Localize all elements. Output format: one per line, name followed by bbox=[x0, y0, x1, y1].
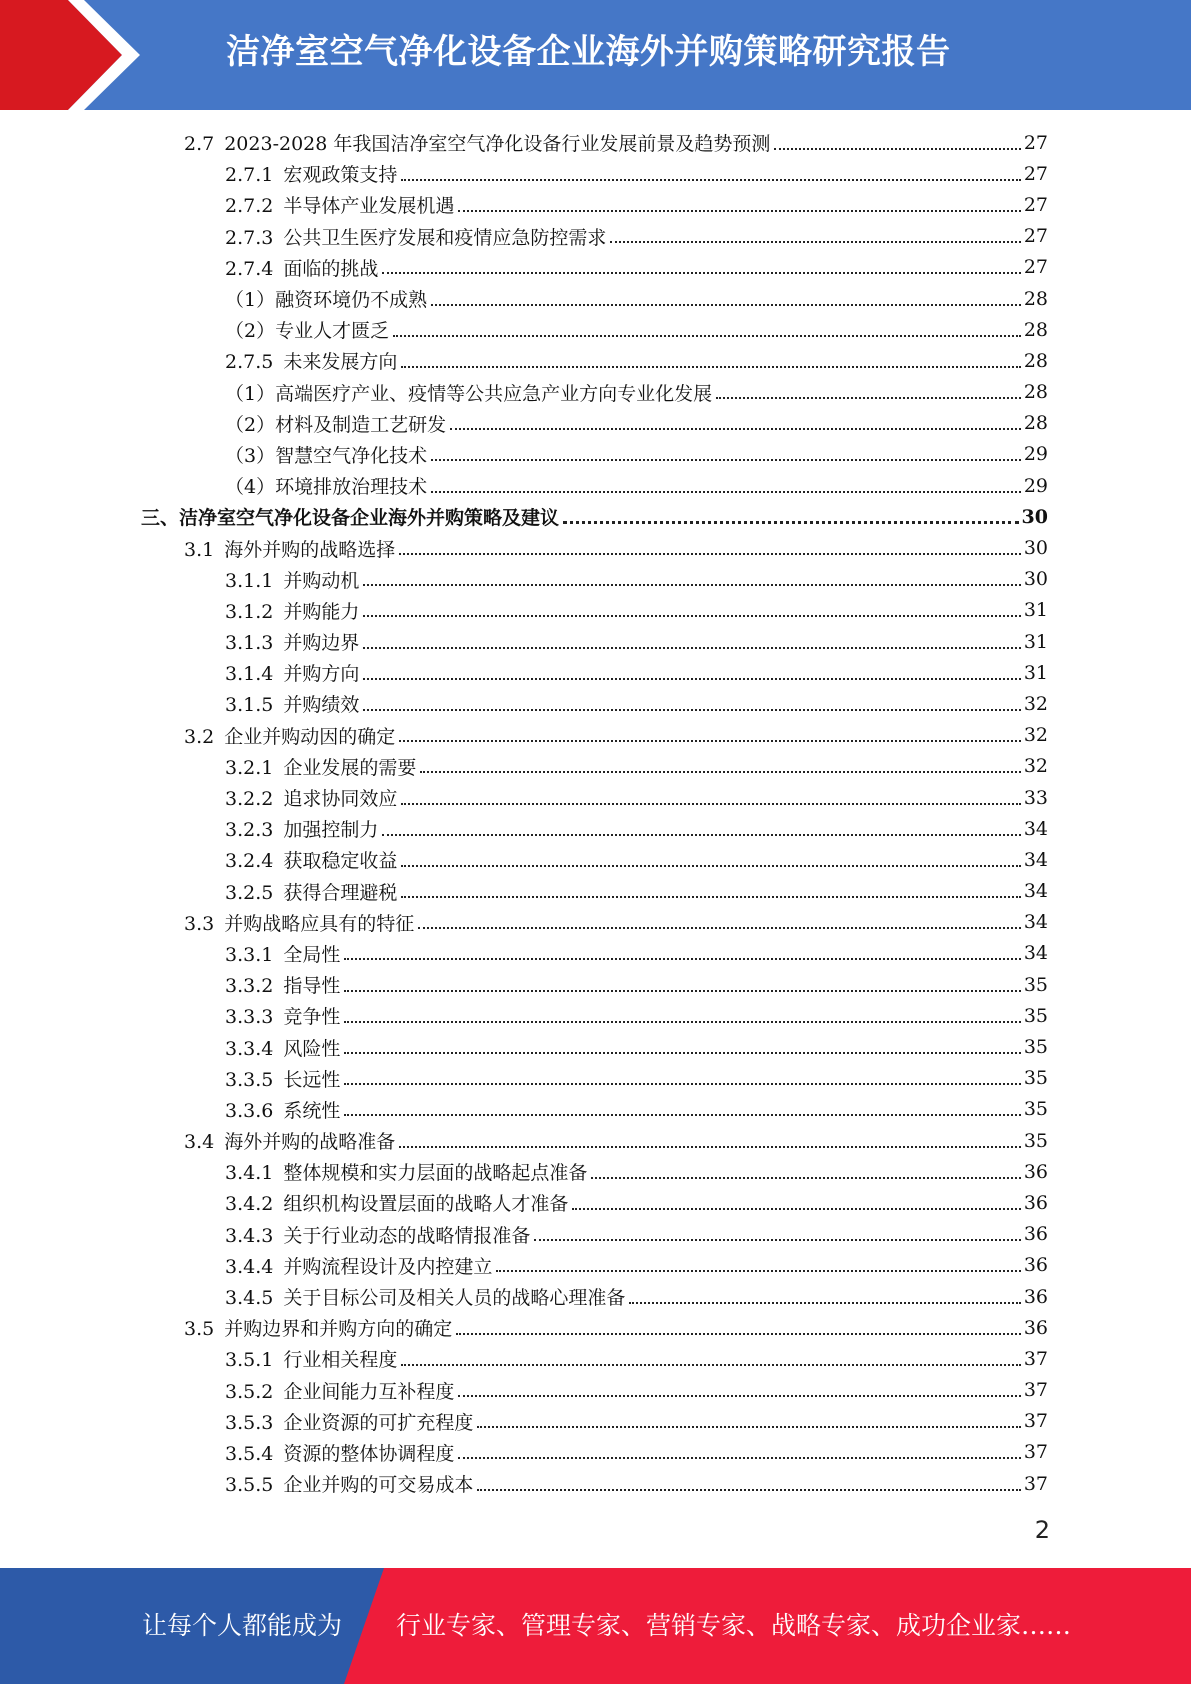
toc-entry-label bbox=[225, 1221, 530, 1248]
toc-entry-label bbox=[184, 535, 395, 562]
toc-entry-number: 3.2.1 bbox=[225, 756, 274, 779]
report-header bbox=[0, 0, 1191, 110]
toc-page-number: 27 bbox=[1023, 256, 1048, 279]
toc-entry-label bbox=[225, 784, 397, 811]
toc-entry[interactable] bbox=[0, 1312, 1048, 1343]
toc-page-number: 37 bbox=[1023, 1379, 1048, 1402]
toc-dot-leader bbox=[344, 990, 1020, 992]
toc-entry-number: 3.2.3 bbox=[225, 819, 274, 842]
toc-page-number: 27 bbox=[1023, 131, 1048, 154]
toc-entry-label bbox=[225, 1034, 340, 1061]
toc-entry-title: 企业资源的可扩充程度 bbox=[283, 1411, 474, 1434]
toc-entry-number: 2.7.2 bbox=[225, 195, 274, 218]
toc-entry-number: 3.3.3 bbox=[225, 1006, 274, 1029]
toc-entry-number: 3.3.6 bbox=[225, 1099, 274, 1122]
toc-entry-label bbox=[225, 1096, 340, 1123]
toc-page-number: 31 bbox=[1023, 630, 1048, 653]
toc-entry-title: 行业相关程度 bbox=[283, 1349, 398, 1372]
toc-dot-leader bbox=[458, 210, 1020, 212]
toc-entry-label bbox=[225, 285, 427, 312]
toc-entry-title: 专业人才匮乏 bbox=[275, 320, 390, 343]
toc-entry[interactable] bbox=[0, 189, 1048, 220]
toc-entry[interactable] bbox=[0, 1406, 1048, 1437]
toc-entry-title: 企业发展的需要 bbox=[283, 756, 417, 779]
toc-entry-label bbox=[225, 753, 416, 780]
toc-dot-leader bbox=[458, 1457, 1020, 1459]
toc-dot-leader bbox=[363, 584, 1020, 586]
report-title: 洁净室空气净化设备企业海外并购策略研究报告 bbox=[226, 32, 951, 72]
toc-entry-number: 3.5.2 bbox=[225, 1380, 274, 1403]
toc-dot-leader bbox=[420, 771, 1020, 773]
toc-entry-title: 并购边界 bbox=[283, 632, 360, 655]
toc-entry[interactable] bbox=[0, 314, 1048, 345]
toc-page-number: 35 bbox=[1023, 1098, 1048, 1121]
toc-dot-leader bbox=[431, 459, 1021, 461]
toc-entry[interactable] bbox=[0, 813, 1048, 844]
toc-entry-label bbox=[225, 597, 359, 624]
toc-entry[interactable] bbox=[0, 377, 1048, 408]
toc-dot-leader bbox=[363, 647, 1020, 649]
toc-entry-label bbox=[225, 472, 427, 499]
toc-page-number: 36 bbox=[1023, 1285, 1048, 1308]
toc-page-number: 36 bbox=[1023, 1160, 1048, 1183]
toc-entry-label bbox=[225, 1002, 340, 1029]
toc-page-number: 29 bbox=[1023, 474, 1048, 497]
toc-dot-leader bbox=[363, 615, 1020, 617]
toc-entry-label bbox=[225, 1408, 473, 1435]
toc-page-number: 34 bbox=[1023, 942, 1048, 965]
toc-entry[interactable] bbox=[0, 127, 1048, 158]
toc-dot-leader bbox=[399, 553, 1021, 555]
toc-entry-number: 3.2.4 bbox=[225, 850, 274, 873]
toc-entry[interactable] bbox=[0, 969, 1048, 1000]
toc-entry[interactable] bbox=[0, 844, 1048, 875]
toc-dot-leader bbox=[496, 1270, 1020, 1272]
toc-entry-label bbox=[184, 722, 395, 749]
toc-entry-label bbox=[225, 566, 359, 593]
toc-dot-leader bbox=[401, 1364, 1020, 1366]
toc-dot-leader bbox=[399, 740, 1021, 742]
toc-dot-leader bbox=[363, 709, 1020, 711]
toc-entry-number: 3.5.3 bbox=[225, 1411, 274, 1434]
toc-page-number: 33 bbox=[1023, 786, 1048, 809]
toc-entry-title: 全局性 bbox=[283, 943, 341, 966]
toc-entry[interactable] bbox=[0, 688, 1048, 719]
toc-dot-leader bbox=[458, 1395, 1020, 1397]
toc-entry[interactable] bbox=[0, 907, 1048, 938]
toc-entry[interactable] bbox=[0, 564, 1048, 595]
toc-dot-leader bbox=[431, 304, 1021, 306]
toc-entry-label bbox=[225, 971, 340, 998]
toc-entry[interactable] bbox=[0, 782, 1048, 813]
toc-dot-leader bbox=[401, 803, 1020, 805]
toc-entry-title: 宏观政策支持 bbox=[283, 164, 398, 187]
toc-entry-title: 材料及制造工艺研发 bbox=[275, 413, 447, 436]
toc-entry-number: 3.1.2 bbox=[225, 600, 274, 623]
toc-entry-title: 企业间能力互补程度 bbox=[283, 1380, 455, 1403]
toc-entry-number: 3.3.2 bbox=[225, 975, 274, 998]
toc-entry-number: （3） bbox=[225, 444, 276, 467]
toc-entry-title: 追求协同效应 bbox=[283, 788, 398, 811]
toc-page-number: 27 bbox=[1023, 162, 1048, 185]
toc-entry-title: 企业并购的可交易成本 bbox=[283, 1474, 474, 1497]
toc-entry-title: 关于目标公司及相关人员的战略心理准备 bbox=[283, 1287, 626, 1310]
toc-entry-number: 2.7.3 bbox=[225, 226, 274, 249]
toc-entry-label bbox=[225, 1283, 625, 1310]
toc-entry-title: 加强控制力 bbox=[283, 819, 379, 842]
toc-entry-title: 并购战略应具有的特征 bbox=[224, 912, 415, 935]
toc-dot-leader bbox=[431, 491, 1021, 493]
toc-entry[interactable] bbox=[0, 720, 1048, 751]
page-footer bbox=[0, 1568, 1191, 1684]
toc-entry-number: 3.5.5 bbox=[225, 1474, 274, 1497]
toc-entry[interactable] bbox=[0, 221, 1048, 252]
toc-page-number: 28 bbox=[1023, 349, 1048, 372]
toc-entry-label bbox=[225, 191, 454, 218]
toc-entry-label bbox=[225, 316, 389, 343]
toc-entry[interactable] bbox=[0, 1125, 1048, 1156]
toc-entry-title: 智慧空气净化技术 bbox=[275, 444, 428, 467]
toc-entry-title: 2023-2028 年我国洁净室空气净化设备行业发展前景及趋势预测 bbox=[224, 133, 771, 156]
toc-page-number: 35 bbox=[1023, 1129, 1048, 1152]
toc-entry-number: 3.4 bbox=[184, 1131, 215, 1154]
toc-entry-number: 2.7 bbox=[184, 133, 215, 156]
toc-entry-label bbox=[225, 1470, 473, 1497]
footer-slogan-right: 行业专家、管理专家、营销专家、战略专家、成功企业家…… bbox=[396, 1611, 1072, 1640]
toc-page-number: 36 bbox=[1023, 1254, 1048, 1277]
toc-dot-leader bbox=[382, 272, 1020, 274]
toc-entry-number: 3.4.5 bbox=[225, 1287, 274, 1310]
chevron-arrow-icon bbox=[0, 0, 160, 110]
toc-entry-label bbox=[184, 129, 770, 156]
toc-dot-leader bbox=[344, 1021, 1020, 1023]
toc-entry-number: 3.3.1 bbox=[225, 943, 274, 966]
toc-page-number: 30 bbox=[1021, 505, 1048, 528]
toc-page-number: 28 bbox=[1023, 412, 1048, 435]
toc-page-number: 35 bbox=[1023, 973, 1048, 996]
toc-entry-title: 高端医疗产业、疫情等公共应急产业方向专业化发展 bbox=[275, 382, 713, 405]
toc-entry-label bbox=[225, 1252, 492, 1279]
toc-entry-label bbox=[225, 628, 359, 655]
toc-page-number: 34 bbox=[1023, 880, 1048, 903]
toc-entry-label bbox=[225, 254, 378, 281]
toc-entry-title: 整体规模和实力层面的战略起点准备 bbox=[283, 1162, 588, 1185]
toc-entry-number: 3.5 bbox=[184, 1318, 215, 1341]
toc-entry-number: （1） bbox=[225, 382, 276, 405]
toc-entry[interactable] bbox=[0, 1250, 1048, 1281]
toc-entry-number: 3.4.3 bbox=[225, 1224, 274, 1247]
toc-entry-title: 未来发展方向 bbox=[283, 351, 398, 374]
toc-page-number: 36 bbox=[1023, 1223, 1048, 1246]
toc-entry-number: 3.4.2 bbox=[225, 1193, 274, 1216]
toc-page-number: 27 bbox=[1023, 193, 1048, 216]
toc-dot-leader bbox=[610, 241, 1020, 243]
toc-entry-number: 3.1.5 bbox=[225, 694, 274, 717]
toc-dot-leader bbox=[344, 1114, 1020, 1116]
toc-entry-title: 海外并购的战略选择 bbox=[224, 538, 396, 561]
toc-entry-title: 洁净室空气净化设备企业海外并购策略及建议 bbox=[179, 507, 560, 530]
toc-entry[interactable] bbox=[0, 1187, 1048, 1218]
toc-entry[interactable] bbox=[0, 1468, 1048, 1499]
toc-entry[interactable] bbox=[0, 1156, 1048, 1187]
toc-page-number: 37 bbox=[1023, 1410, 1048, 1433]
toc-entry-number: 3.2.2 bbox=[225, 788, 274, 811]
toc-entry-title: 并购流程设计及内控建立 bbox=[283, 1255, 493, 1278]
toc-page-number: 34 bbox=[1023, 848, 1048, 871]
toc-page-number: 36 bbox=[1023, 1316, 1048, 1339]
toc-page-number: 32 bbox=[1023, 724, 1048, 747]
toc-dot-leader bbox=[450, 428, 1021, 430]
toc-dot-leader bbox=[418, 927, 1021, 929]
toc-entry[interactable] bbox=[0, 1281, 1048, 1312]
toc-entry-label bbox=[225, 659, 359, 686]
toc-entry[interactable] bbox=[0, 1219, 1048, 1250]
toc-entry[interactable] bbox=[0, 751, 1048, 782]
footer-slogan-left: 让每个人都能成为 bbox=[142, 1611, 343, 1640]
toc-entry-number: （2） bbox=[225, 320, 276, 343]
toc-entry-title: 关于行业动态的战略情报准备 bbox=[283, 1224, 531, 1247]
toc-entry-title: 长远性 bbox=[283, 1068, 341, 1091]
toc-entry[interactable] bbox=[0, 626, 1048, 657]
toc-page-number: 31 bbox=[1023, 661, 1048, 684]
toc-entry[interactable] bbox=[0, 1063, 1048, 1094]
toc-entry-label bbox=[225, 815, 378, 842]
toc-entry-title: 风险性 bbox=[283, 1037, 341, 1060]
toc-dot-leader bbox=[344, 1083, 1020, 1085]
toc-entry-title: 并购边界和并购方向的确定 bbox=[224, 1318, 453, 1341]
toc-entry-title: 并购绩效 bbox=[283, 694, 360, 717]
toc-page-number: 34 bbox=[1023, 817, 1048, 840]
toc-page-number: 34 bbox=[1023, 911, 1048, 934]
toc-entry-number: 3.1.4 bbox=[225, 663, 274, 686]
toc-entry[interactable] bbox=[0, 595, 1048, 626]
toc-page-number: 35 bbox=[1023, 1036, 1048, 1059]
toc-dot-leader bbox=[563, 521, 1019, 524]
toc-entry[interactable] bbox=[0, 657, 1048, 688]
toc-entry-label bbox=[225, 846, 397, 873]
toc-entry-title: 资源的整体协调程度 bbox=[283, 1442, 455, 1465]
toc-entry-label bbox=[225, 1345, 397, 1372]
toc-page-number: 28 bbox=[1023, 381, 1048, 404]
toc-page-number: 37 bbox=[1023, 1472, 1048, 1495]
toc-entry-number: （2） bbox=[225, 413, 276, 436]
toc-entry-title: 并购能力 bbox=[283, 600, 360, 623]
toc-page-number: 29 bbox=[1023, 443, 1048, 466]
toc-entry[interactable] bbox=[0, 470, 1048, 501]
toc-page-number: 37 bbox=[1023, 1441, 1048, 1464]
toc-page-number: 35 bbox=[1023, 1067, 1048, 1090]
toc-entry[interactable] bbox=[0, 283, 1048, 314]
toc-dot-leader bbox=[716, 397, 1021, 399]
toc-entry-number: 3.4.1 bbox=[225, 1162, 274, 1185]
toc-entry-number: （1） bbox=[225, 289, 276, 312]
toc-dot-leader bbox=[534, 1239, 1020, 1241]
toc-entry[interactable] bbox=[0, 1437, 1048, 1468]
toc-entry-title: 指导性 bbox=[283, 975, 341, 998]
toc-dot-leader bbox=[399, 1146, 1021, 1148]
toc-page-number: 30 bbox=[1023, 537, 1048, 560]
toc-dot-leader bbox=[477, 1489, 1020, 1491]
toc-dot-leader bbox=[401, 366, 1020, 368]
toc-dot-leader bbox=[456, 1333, 1021, 1335]
toc-page-number: 36 bbox=[1023, 1191, 1048, 1214]
toc-dot-leader bbox=[591, 1177, 1020, 1179]
toc-entry-label bbox=[225, 441, 427, 468]
toc-entry-number: 3.3 bbox=[184, 912, 215, 935]
toc-entry-label bbox=[184, 1127, 395, 1154]
toc-entry-number: 3.3.5 bbox=[225, 1068, 274, 1091]
toc-entry[interactable] bbox=[0, 1000, 1048, 1031]
toc-entry-number: 2.7.5 bbox=[225, 351, 274, 374]
toc-entry-label bbox=[225, 878, 397, 905]
toc-entry[interactable] bbox=[0, 938, 1048, 969]
toc-entry-number: 2.7.4 bbox=[225, 257, 274, 280]
toc-dot-leader bbox=[363, 678, 1020, 680]
table-of-contents bbox=[0, 127, 1191, 1499]
toc-entry-title: 竞争性 bbox=[283, 1006, 341, 1029]
toc-dot-leader bbox=[774, 148, 1020, 150]
toc-entry-number: 2.7.1 bbox=[225, 164, 274, 187]
toc-entry[interactable] bbox=[0, 345, 1048, 376]
toc-entry-title: 获取稳定收益 bbox=[283, 850, 398, 873]
page-number: 2 bbox=[1034, 1516, 1050, 1544]
toc-dot-leader bbox=[344, 958, 1020, 960]
toc-dot-leader bbox=[401, 179, 1020, 181]
toc-entry-label bbox=[225, 1439, 454, 1466]
toc-page-number: 28 bbox=[1023, 287, 1048, 310]
toc-entry-number: 3.5.1 bbox=[225, 1349, 274, 1372]
toc-entry-label bbox=[225, 347, 397, 374]
toc-dot-leader bbox=[382, 834, 1020, 836]
toc-entry-title: 组织机构设置层面的战略人才准备 bbox=[283, 1193, 569, 1216]
toc-entry-title: 环境排放治理技术 bbox=[275, 476, 428, 499]
toc-dot-leader bbox=[572, 1208, 1020, 1210]
toc-entry-number: 3.1.1 bbox=[225, 569, 274, 592]
toc-entry-label bbox=[225, 410, 446, 437]
toc-entry-number: 三、 bbox=[141, 507, 180, 530]
toc-entry-label bbox=[184, 1314, 452, 1341]
toc-entry[interactable] bbox=[0, 439, 1048, 470]
toc-page-number: 32 bbox=[1023, 755, 1048, 778]
toc-page-number: 37 bbox=[1023, 1347, 1048, 1370]
toc-entry[interactable] bbox=[0, 532, 1048, 563]
toc-page-number: 27 bbox=[1023, 225, 1048, 248]
toc-entry-number: 3.2.5 bbox=[225, 881, 274, 904]
toc-entry[interactable] bbox=[0, 158, 1048, 189]
toc-entry-title: 海外并购的战略准备 bbox=[224, 1131, 396, 1154]
toc-entry-label bbox=[225, 160, 397, 187]
toc-entry-title: 并购动机 bbox=[283, 569, 360, 592]
toc-dot-leader bbox=[393, 335, 1021, 337]
toc-entry-label bbox=[225, 379, 712, 406]
toc-entry-label bbox=[225, 690, 359, 717]
toc-entry-title: 企业并购动因的确定 bbox=[224, 725, 396, 748]
toc-entry-title: 融资环境仍不成熟 bbox=[275, 289, 428, 312]
toc-dot-leader bbox=[401, 896, 1020, 898]
toc-entry-number: （4） bbox=[225, 476, 276, 499]
toc-entry[interactable] bbox=[0, 1094, 1048, 1125]
toc-entry-title: 半导体产业发展机遇 bbox=[283, 195, 455, 218]
toc-entry-number: 3.5.4 bbox=[225, 1442, 274, 1465]
toc-entry-title: 系统性 bbox=[283, 1099, 341, 1122]
toc-entry-label bbox=[225, 1158, 587, 1185]
toc-entry-label bbox=[184, 909, 414, 936]
toc-dot-leader bbox=[629, 1302, 1020, 1304]
toc-entry-number: 3.1 bbox=[184, 538, 215, 561]
toc-entry-label bbox=[141, 503, 559, 530]
toc-entry-label bbox=[225, 940, 340, 967]
toc-entry-title: 并购方向 bbox=[283, 663, 360, 686]
toc-entry[interactable] bbox=[0, 408, 1048, 439]
toc-page-number: 32 bbox=[1023, 692, 1048, 715]
toc-page-number: 35 bbox=[1023, 1004, 1048, 1027]
toc-page-number: 30 bbox=[1023, 568, 1048, 591]
toc-entry-label bbox=[225, 223, 606, 250]
toc-entry[interactable] bbox=[0, 1343, 1048, 1374]
toc-entry-number: 3.3.4 bbox=[225, 1037, 274, 1060]
toc-entry[interactable] bbox=[0, 252, 1048, 283]
toc-page-number: 31 bbox=[1023, 599, 1048, 622]
toc-entry-title: 面临的挑战 bbox=[283, 257, 379, 280]
toc-entry-label bbox=[225, 1065, 340, 1092]
toc-entry-title: 公共卫生医疗发展和疫情应急防控需求 bbox=[283, 226, 607, 249]
toc-entry-label bbox=[225, 1189, 568, 1216]
toc-dot-leader bbox=[477, 1426, 1020, 1428]
toc-entry-title: 获得合理避税 bbox=[283, 881, 398, 904]
toc-entry-number: 3.1.3 bbox=[225, 632, 274, 655]
toc-entry[interactable] bbox=[0, 1031, 1048, 1062]
toc-entry[interactable] bbox=[0, 876, 1048, 907]
toc-page-number: 28 bbox=[1023, 318, 1048, 341]
toc-entry-number: 3.2 bbox=[184, 725, 215, 748]
toc-entry-label bbox=[225, 1377, 454, 1404]
toc-entry-number: 3.4.4 bbox=[225, 1255, 274, 1278]
toc-entry[interactable] bbox=[0, 1375, 1048, 1406]
toc-dot-leader bbox=[401, 865, 1020, 867]
toc-dot-leader bbox=[344, 1052, 1020, 1054]
toc-chapter-entry[interactable] bbox=[0, 501, 1048, 532]
